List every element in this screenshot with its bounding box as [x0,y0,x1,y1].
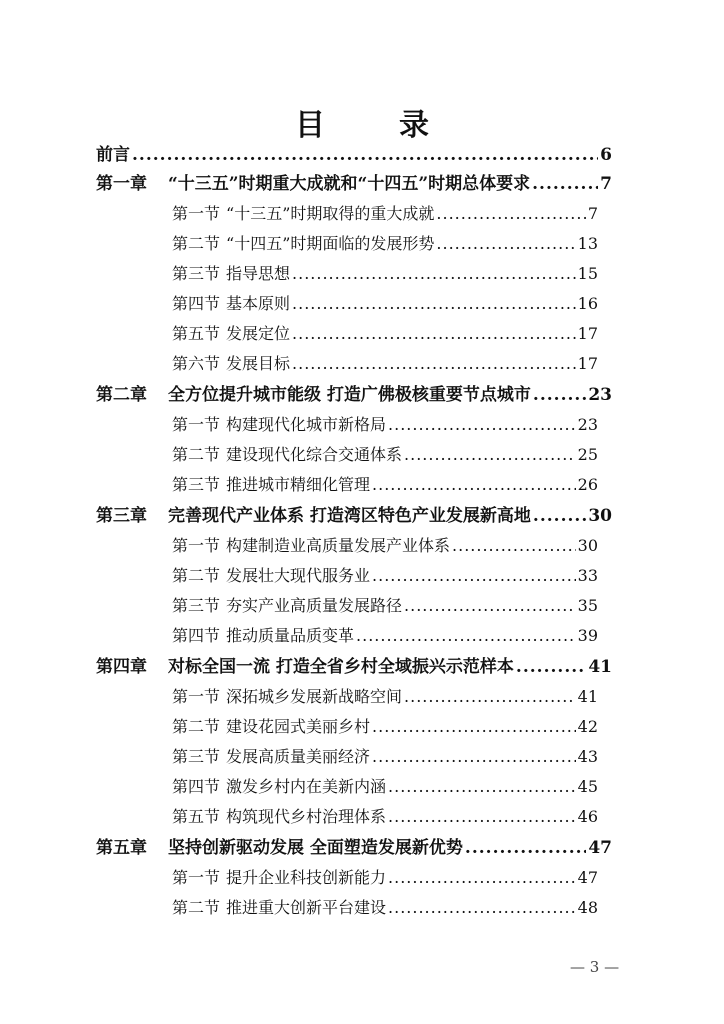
toc-entry-title: 发展高质量美丽经济 [226,747,371,766]
toc-entry-title: 全方位提升城市能级 打造广佛极核重要节点城市 [168,385,531,405]
toc-chapter-entry[interactable] [96,501,612,531]
toc-entry-number: 第一节 [172,415,221,434]
toc-entry-title: 构建现代化城市新格局 [226,415,387,434]
toc-entry-number: 第二节 [172,717,221,736]
toc-entry-number: 第一节 [172,536,221,555]
toc-entry-title: 完善现代产业体系 打造湾区特色产业发展新高地 [168,506,531,526]
toc-chapter-entry[interactable] [96,169,612,199]
toc-section-entry[interactable] [172,863,598,893]
toc-entry-number: 第五节 [172,807,221,826]
toc-entry-number: 第四节 [172,777,221,796]
toc-page-number: 35 [577,596,598,615]
toc-section-entry[interactable] [172,591,598,621]
toc-page-number: 42 [577,717,598,736]
toc-entry-number: 第三节 [172,264,221,283]
toc-entry-title: “十四五”时期面临的发展形势 [226,234,435,253]
toc-chapter-entry[interactable] [96,380,612,410]
toc-page-number: 30 [588,506,612,526]
toc-entry-title: “十三五”时期重大成就和“十四五”时期总体要求 [168,174,531,194]
toc-section-entry[interactable] [172,259,598,289]
dot-leader [533,501,586,531]
dot-leader [372,561,576,591]
toc-entry-title: 深拓城乡发展新战略空间 [226,687,403,706]
dot-leader [292,259,576,289]
toc-entry-title: 推进城市精细化管理 [226,475,371,494]
dot-leader [356,621,576,651]
toc-entry-title: 建设花园式美丽乡村 [226,717,371,736]
toc-page-number: 23 [588,385,612,405]
toc-section-entry[interactable] [172,531,598,561]
toc-entry-title: 基本原则 [226,294,291,313]
toc-page-number: 13 [577,234,598,253]
toc-entry-title: 构建制造业高质量发展产业体系 [226,536,451,555]
dot-leader [388,893,576,923]
toc-entry-title: 指导思想 [226,264,291,283]
dot-leader [388,802,576,832]
toc-entry-title: 建设现代化综合交通体系 [226,445,403,464]
dot-leader [292,349,576,379]
dot-leader [372,712,576,742]
dot-leader [516,652,586,682]
toc-section-entry[interactable] [172,349,598,379]
toc-page-number: 26 [577,475,598,494]
toc-entry-number: 第三节 [172,596,221,615]
dot-leader [404,682,576,712]
toc-section-entry[interactable] [172,682,598,712]
toc-page-number: 47 [588,838,612,858]
toc-entry-number: 第三章 [96,506,147,526]
toc-page-number: 17 [577,354,598,373]
toc-entry-number: 第二节 [172,566,221,585]
dot-leader [532,169,598,199]
toc-entry-title: 夯实产业高质量发展路径 [226,596,403,615]
toc-entry-title: 推进重大创新平台建设 [226,898,387,917]
toc-section-entry[interactable] [172,410,598,440]
toc-page-number: 33 [577,566,598,585]
toc-chapter-entry[interactable] [96,140,612,170]
toc-section-entry[interactable] [172,742,598,772]
toc-entry-number: 第一节 [172,204,221,223]
toc-entry-number: 第二节 [172,234,221,253]
dot-leader [436,199,585,229]
toc-section-entry[interactable] [172,199,598,229]
toc-entry-title: 提升企业科技创新能力 [226,868,387,887]
dot-leader [452,531,576,561]
toc-section-entry[interactable] [172,319,598,349]
toc-entry-number: 第一章 [96,174,147,194]
toc-entry-number: 第二节 [172,445,221,464]
toc-entry-number: 第一节 [172,868,221,887]
toc-page-number: 7 [587,204,598,223]
toc-entry-title: 发展定位 [226,324,291,343]
dot-leader [533,380,586,410]
toc-entry-number: 第五节 [172,324,221,343]
toc-page-number: 23 [577,415,598,434]
toc-title: 目 录 [295,108,451,143]
toc-section-entry[interactable] [172,893,598,923]
toc-page-number: 43 [577,747,598,766]
toc-entry-number: 第四节 [172,626,221,645]
dot-leader [404,591,576,621]
toc-entry-number: 第二节 [172,898,221,917]
toc-section-entry[interactable] [172,440,598,470]
toc-section-entry[interactable] [172,621,598,651]
toc-chapter-entry[interactable] [96,833,612,863]
toc-page-number: 48 [577,898,598,917]
toc-section-entry[interactable] [172,561,598,591]
toc-section-entry[interactable] [172,229,598,259]
dot-leader [292,289,576,319]
toc-page-number: 41 [588,657,612,677]
dot-leader [388,772,576,802]
toc-entry-title: 激发乡村内在美新内涵 [226,777,387,796]
dot-leader [132,140,598,170]
toc-entry-title: 坚持创新驱动发展 全面塑造发展新优势 [168,838,463,858]
toc-page-number: 25 [577,445,598,464]
toc-entry-number: 第二章 [96,385,147,405]
toc-section-entry[interactable] [172,289,598,319]
toc-page-number: 15 [577,264,598,283]
dot-leader [404,440,576,470]
toc-page-number: 47 [577,868,598,887]
toc-entry-title: 发展目标 [226,354,291,373]
toc-page-number: 17 [577,324,598,343]
dot-leader [436,229,575,259]
toc-entry-number: 第四节 [172,294,221,313]
toc-entry-number: 第一节 [172,687,221,706]
toc-entry-title: “十三五”时期取得的重大成就 [226,204,435,223]
toc-entry-title: 构筑现代乡村治理体系 [226,807,387,826]
page-number: — 3 — [570,958,620,976]
toc-section-entry[interactable] [172,712,598,742]
toc-section-entry[interactable] [172,802,598,832]
toc-page-number: 7 [600,174,612,194]
toc-page-number: 39 [577,626,598,645]
toc-page-number: 16 [577,294,598,313]
toc-entry-title: 前言 [96,145,130,165]
toc-entry-number: 第六节 [172,354,221,373]
dot-leader [388,410,576,440]
dot-leader [292,319,576,349]
toc-entry-number: 第五章 [96,838,147,858]
toc-chapter-entry[interactable] [96,652,612,682]
toc-page-number: 46 [577,807,598,826]
toc-entry-title: 推动质量品质变革 [226,626,355,645]
toc-section-entry[interactable] [172,772,598,802]
toc-page-number: 45 [577,777,598,796]
toc-entry-number: 第三节 [172,475,221,494]
dot-leader [372,470,576,500]
toc-entry-number: 第四章 [96,657,147,677]
toc-section-entry[interactable] [172,470,598,500]
dot-leader [388,863,576,893]
toc-page-number: 41 [577,687,598,706]
toc-entry-title: 对标全国一流 打造全省乡村全域振兴示范样本 [168,657,514,677]
dot-leader [465,833,586,863]
dot-leader [372,742,576,772]
toc-page-number: 6 [600,145,612,165]
toc-entry-number: 第三节 [172,747,221,766]
toc-page-number: 30 [577,536,598,555]
toc-entry-title: 发展壮大现代服务业 [226,566,371,585]
